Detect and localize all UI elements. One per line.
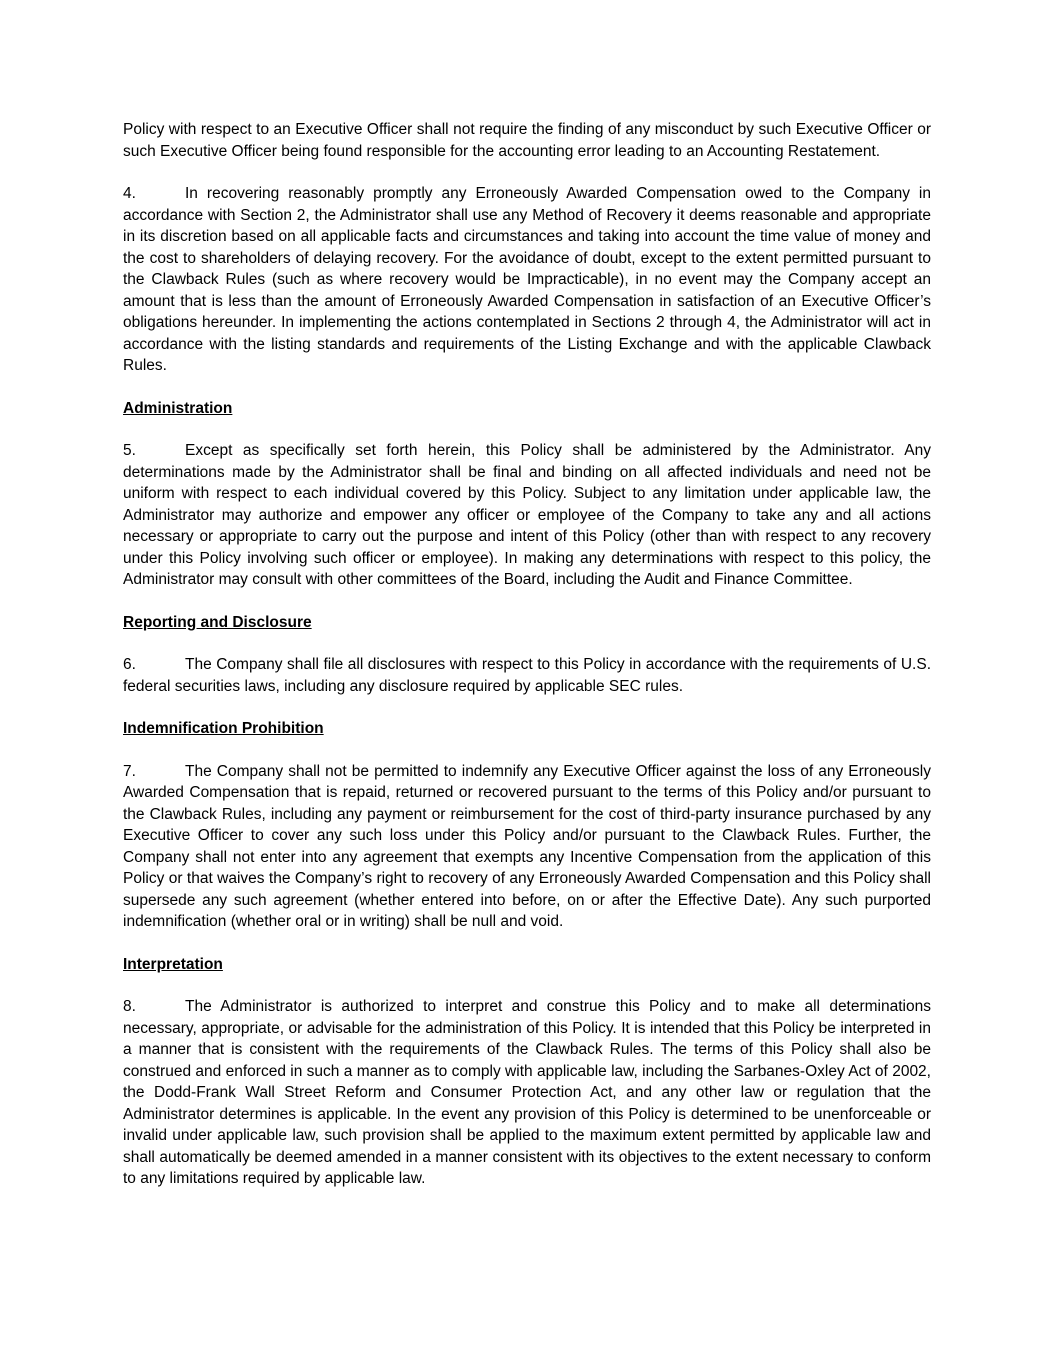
section-heading: Reporting and Disclosure bbox=[123, 613, 312, 631]
paragraph-text: In recovering reasonably promptly any Erroneously Awarded Compensation owed to the Company in accordance with Section 2, the Administrator shall use any Method of Recovery it deems reasonable and appropriate in its discretion based on all applicable facts and circumstances and taking into account the time value of money and the cost to shareholders of delaying recovery. For the avoidance of doubt, except to the extent permitted pursuant to the Clawback Rules (such as where recovery would be Impracticable), in no event may the Company accept an amount that is less than the amount of Erroneously Awarded Compensation in satisfaction of an Executive Officer’s obligations hereunder. In implementing the actions contemplated in Sections 2 through 4, the Administrator will act in accordance with the listing standards and requirements of the Listing Exchange and with the applicable Clawback Rules. bbox=[123, 185, 931, 374]
section-heading: Indemnification Prohibition bbox=[123, 720, 324, 737]
paragraph-text: Policy with respect to an Executive Officer shall not require the finding of any misconduct by such Executive Officer or such Executive Officer being found responsible for the accounting error leading to an Accounting Restatement. bbox=[123, 121, 931, 160]
document-body bbox=[123, 119, 931, 1190]
paragraph-number: 5. bbox=[123, 442, 136, 459]
paragraph-text: The Administrator is authorized to interpret and construe this Policy and to make all determinations necessary, appropriate, or advisable for the administration of this Policy. It is intended that this Policy be interpreted in a manner that is consistent with the requirements of the Clawback Rules. The terms of this Policy shall also be construed and enforced in such a manner as to comply with applicable law, including the Sarbanes-Oxley Act of 2002, the Dodd-Frank Wall Street Reform and Consumer Protection Act, and any other law or regulation that the Administrator determines is applicable. In the event any provision of this Policy is determined to be unenforceable or invalid under applicable law, such provision shall be applied to the maximum extent permitted by applicable law and shall automatically be deemed amended in a manner consistent with its objectives to the extent necessary to conform to any limitations required by applicable law. bbox=[123, 998, 931, 1187]
paragraph-text: Except as specifically set forth herein, this Policy shall be administered by the Administrator. Any determinations made by the Administrator shall be final and binding on all affected individuals and need not be uniform with respect to each individual covered by this Policy. Subject to any limitation under applicable law, the Administrator may authorize and empower any officer or employee of the Company to take any and all actions necessary or appropriate to carry out the purpose and intent of this Policy (other than with respect to any recovery under this Policy involving such officer or employee). In making any determinations with respect to this policy, the Administrator may consult with other committees of the Board, including the Audit and Finance Committee. bbox=[123, 442, 931, 588]
paragraph-text: The Company shall not be permitted to indemnify any Executive Officer against the loss of any Erroneously Awarded Compensation that is repaid, returned or recovered pursuant to the terms of this Policy and/or pursuant to the Clawback Rules, including any payment or reimbursement for the cost of third-party insurance purchased by any Executive Officer to cover any such loss under this Policy and/or pursuant to the Clawback Rules. Further, the Company shall not enter into any agreement that exempts any Incentive Compensation from the application of this Policy or that waives the Company’s right to recovery of any Erroneously Awarded Compensation and this Policy shall supersede any such agreement (whether entered into before, on or after the Effective Date). Any such purported indemnification (whether oral or in writing) shall be null and void. bbox=[123, 762, 931, 930]
paragraph-number: 6. bbox=[123, 656, 136, 673]
paragraph-number: 4. bbox=[123, 185, 136, 202]
paragraph-number: 8. bbox=[123, 998, 136, 1015]
section-heading: Interpretation bbox=[123, 955, 223, 973]
paragraph bbox=[123, 119, 931, 162]
paragraph-text: The Company shall file all disclosures with respect to this Policy in accordance with the requirements of U.S. federal securities laws, including any disclosure required by applicable SEC rules. bbox=[123, 656, 931, 695]
numbered-paragraph bbox=[123, 183, 931, 377]
numbered-paragraph bbox=[123, 996, 931, 1190]
numbered-paragraph bbox=[123, 654, 931, 697]
numbered-paragraph bbox=[123, 761, 931, 933]
numbered-paragraph bbox=[123, 440, 931, 591]
section-heading: Administration bbox=[123, 399, 233, 417]
paragraph-number: 7. bbox=[123, 762, 136, 780]
